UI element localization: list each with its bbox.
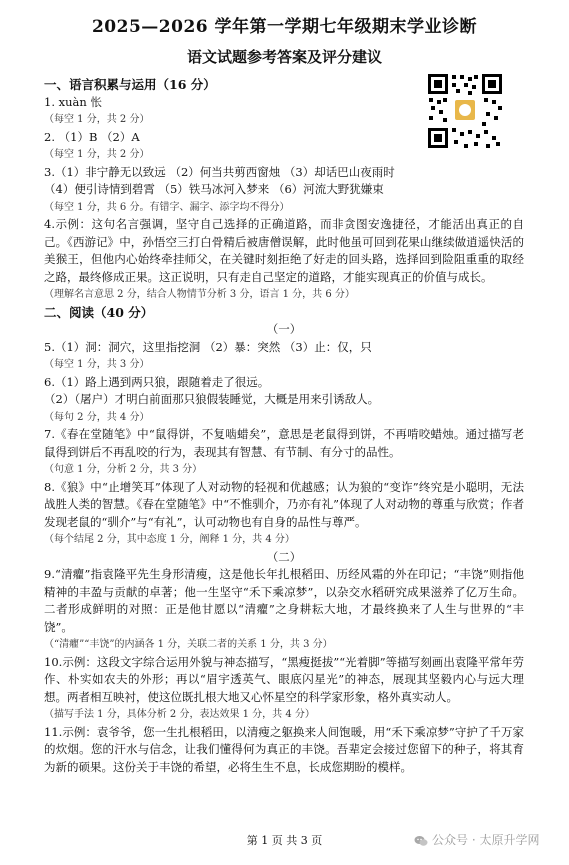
section-heading-2: 二、阅读（40 分）: [44, 304, 154, 320]
answer-q3-line2: （4）便引诗情到碧霄 （5）铁马冰河入梦来 （6）河流大野犹嫌束: [44, 182, 384, 196]
scoring-note-q3: （每空 1 分，共 6 分。有错字、漏字、添字均不得分）: [44, 201, 290, 213]
scoring-note-q1: （每空 1 分，共 2 分）: [44, 114, 150, 125]
answer-q8: 8.《狼》中“止增笑耳”体现了人对动物的轻视和优越感；认为狼的“变诈”终究是小聪明，无法战胜人类的智慧。《春在堂随笔》中“不惟驯介，乃亦有礼”体现了人对动物的尊重与欣赏；作者发现老鼠的“驯介”与“有礼”，认可动物也有自身的品性与尊严。: [44, 479, 524, 529]
watermark-text: 公众号 · 太原升学网: [432, 833, 540, 847]
answer-q6-line1: 6.（1）路上遇到两只狼，跟随着走了很远。: [44, 374, 270, 389]
page-number: 第 1 页 共 3 页: [246, 834, 323, 847]
scoring-note-q5: （每空 1 分，共 3 分）: [44, 359, 150, 370]
answer-q7: 7.《春在堂随笔》中“鼠得饼，不复啮蜡矣”，意思是老鼠得到饼，不再啃咬蜡烛。通过描写老鼠得到饼后不再乱咬的行为，表现其有智慧、有节制、有分寸的品性。: [44, 427, 524, 459]
answer-q6-line2: （2）（屠户）才明白前面那只狼假装睡觉，大概是用来引诱敌人。: [44, 392, 380, 406]
answer-q2: 2. （1）B （2）A: [44, 129, 140, 144]
scoring-note-q2: （每空 1 分，共 2 分）: [44, 149, 150, 160]
scoring-note-q8: （每个结尾 2 分，其中态度 1 分，阐释 1 分，共 4 分）: [44, 534, 295, 545]
scoring-note-q4: （理解名言意思 2 分，结合人物情节分析 3 分，语言 1 分，共 6 分）: [44, 289, 355, 300]
answer-q11: 11.示例：袁爷爷，您一生扎根稻田，以清瘦之躯换来人间饱暖，用“禾下乘凉梦”守护了千万家的炊烟。您的汗水与信念，让我们懂得何为真正的丰饶。吾辈定会接过您留下的种子，将其育为新的硕果。这份关于丰饶的希望，必将生生不息，长成您期盼的模样。: [44, 724, 524, 774]
watermark: [414, 831, 539, 848]
answer-content: [44, 76, 524, 776]
answer-q10: 10.示例：这段文字综合运用外貌与神态描写，“黑瘦挺拔”“光着脚”等描写刻画出袁隆平常年劳作、朴实如农夫的外形；再以“眉宇透英气、眼底闪星光”的神态，展现其坚毅内心与远大理想。两者相互映衬，使这位既扎根大地又心怀星空的科学家形象，格外真实动人。: [44, 654, 524, 704]
scoring-note-q7: （句意 1 分，分析 2 分，共 3 分）: [44, 464, 203, 475]
answer-q3-line1: 3.（1）非宁静无以致远 （2）何当共剪西窗烛 （3）却话巴山夜雨时: [44, 164, 395, 179]
scoring-note-q9: （“清癯”“丰饶”的内涵各 1 分，关联二者的关系 1 分，共 3 分）: [44, 639, 333, 650]
page-title: 2025—2026 学年第一学期七年级期末学业诊断: [91, 17, 478, 37]
scoring-note-q6: （每句 2 分，共 4 分）: [44, 411, 150, 423]
wechat-icon: [414, 835, 428, 847]
answer-q4: 4.示例：这句名言强调，坚守自己选择的正确道路，而非贪图安逸捷径，才能活出真正的自己。《西游记》中，孙悟空三打白骨精后被唐僧误解，此时他虽可回到花果山继续做逍遥快活的美猴王，但他内心始终牵挂师父，在关键时刻拒绝了好走的回头路，选择回到险阻重重的取经之路，最终修成正果。这正说明，只有走自己坚定的道路，才能实现真正的价值与成长。: [44, 217, 524, 284]
part-label-1: （一）: [266, 322, 302, 336]
answer-q1: 1. xuàn 怅: [44, 94, 102, 109]
scoring-note-q10: （描写手法 1 分，具体分析 2 分，表达效果 1 分，共 4 分）: [44, 709, 315, 720]
answer-q9: 9.“清癯”指袁隆平先生身形清瘦，这是他长年扎根稻田、历经风霜的外在印记；“丰饶”则指他精神的丰盈与贡献的卓著；他一生坚守“禾下乘凉梦”，以杂交水稻研究成果滋养了亿万生命。二者形成鲜明的对照：正是他甘愿以“清癯”之身耕耘大地，才最终换来了人生与世界的“丰饶”。: [44, 567, 524, 634]
section-heading-1: 一、语言积累与运用（16 分）: [44, 77, 216, 92]
part-label-2: （二）: [266, 549, 302, 564]
answer-q5: 5.（1）洞：洞穴，这里指挖洞 （2）暴：突然 （3）止：仅，只: [44, 339, 372, 354]
page-subtitle: 语文试题参考答案及评分建议: [186, 48, 382, 66]
